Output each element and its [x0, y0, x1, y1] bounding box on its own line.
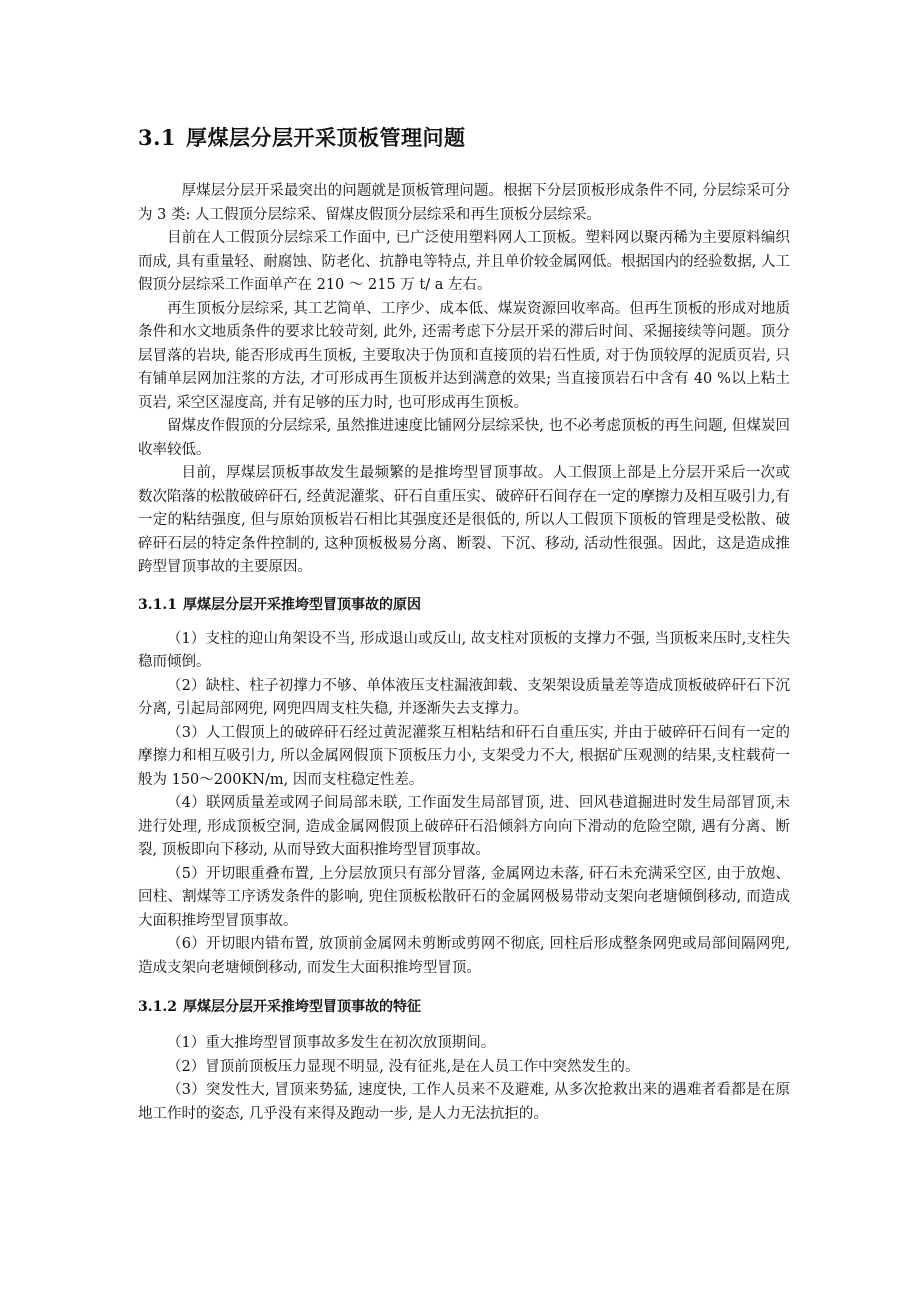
list-item: （1）支柱的迎山角架设不当, 形成退山或反山, 故支柱对顶板的支撑力不强, 当顶板来压时,支柱失稳而倾倒。	[138, 630, 790, 670]
list-item: （2）缺柱、柱子初撑力不够、单体液压支柱漏液卸载、支架架设质量差等造成顶板破碎矸石下沉分离, 引起局部网兜, 网兜四周支柱失稳, 并逐渐失去支撑力。	[138, 677, 790, 717]
paragraph: 留煤皮作假顶的分层综采, 虽然推进速度比铺网分层综采快, 也不必考虑顶板的再生问题, 但煤炭回收率较低。	[138, 418, 790, 458]
list-item: （3）突发性大, 冒顶来势猛, 速度快, 工作人员来不及避难, 从多次抢救出来的遇难者看都是在原地工作时的姿态, 几乎没有来得及跑动一步, 是人力无法抗拒的。	[138, 1082, 790, 1122]
intro-body	[138, 180, 790, 580]
list-item: （4）联网质量差或网子间局部未联, 工作面发生局部冒顶, 进、回风巷道掘进时发生局部冒顶,未进行处理, 形成顶板空洞, 造成金属网假顶上破碎矸石沿倾斜方向向下滑动的危险空隙, 遇有分离、断裂, 顶板即向下移动, 从而导致大面积推垮型冒顶事故。	[138, 795, 790, 858]
list-item: （5）开切眼重叠布置, 上分层放顶只有部分冒落, 金属网边未落, 矸石未充满采空区, 由于放炮、回柱、割煤等工序诱发条件的影响, 兜住顶板松散矸石的金属网极易带动支架向老塘倾倒移动, 而造成大面积推垮型冒顶事故。	[138, 865, 790, 929]
section-title: 厚煤层分层开采顶板管理问题	[186, 125, 466, 150]
subsection-number: 3.1.2	[138, 999, 177, 1015]
paragraph: 再生顶板分层综采, 其工艺简单、工序少、成本低、煤炭资源回收率高。但再生顶板的形成对地质条件和水文地质条件的要求比较苛刻, 此外, 还需考虑下分层开采的滞后时间、采掘接续等问题。顶分层冒落的岩块, 能否形成再生顶板, 主要取决于伪顶和直接顶的岩石性质, 对于伪顶较厚的泥质页岩, 只有铺单层网加注浆的方法, 才可形成再生顶板并达到满意的效果; 当直接顶岩石中含有 40 %以上粘土页岩, 采空区湿度高, 并有足够的压力时, 也可形成再生顶板。	[138, 300, 790, 411]
section-heading	[138, 120, 790, 156]
section-number: 3.1	[138, 125, 177, 150]
paragraph: 厚煤层分层开采最突出的问题就是顶板管理问题。根据下分层顶板形成条件不同, 分层综采可分为 3 类: 人工假顶分层综采、留煤皮假顶分层综采和再生顶板分层综采。	[138, 183, 790, 223]
paragraph: 目前，厚煤层顶板事故发生最频繁的是推垮型冒顶事故。人工假顶上部是上分层开采后一次或数次陷落的松散破碎矸石, 经黄泥灌浆、矸石自重压实、破碎矸石间存在一定的摩擦力及相互吸引力,有一定的粘结强度, 但与原始顶板岩石相比其强度还是很低的, 所以人工假顶下顶板的管理是受松散、破碎矸石层的特定条件控制的, 这种顶板极易分离、断裂、下沉、移动, 活动性很强。因此，这是造成推跨型冒顶事故的主要原因。	[138, 465, 790, 575]
subsection-heading	[138, 594, 790, 616]
subsection-number: 3.1.1	[138, 596, 177, 613]
subsection-body	[138, 628, 790, 981]
subsection-title: 厚煤层分层开采推垮型冒顶事故的特征	[182, 999, 421, 1015]
list-item: （2）冒顶前顶板压力显现不明显, 没有征兆,是在人员工作中突然发生的。	[167, 1058, 640, 1075]
document-content	[138, 120, 790, 1126]
list-item: （1）重大推垮型冒顶事故多发生在初次放顶期间。	[167, 1035, 496, 1051]
paragraph: 目前在人工假顶分层综采工作面中, 已广泛使用塑料网人工顶板。塑料网以聚丙稀为主要原料编织而成, 具有重量轻、耐腐蚀、防老化、抗静电等特点, 并且单价较金属网低。根据国内的经验数据, 人工假顶分层综采工作面单产在 210 ～ 215 万 t/ a 左右。	[138, 230, 790, 293]
subsection-heading	[138, 996, 790, 1018]
subsection-title: 厚煤层分层开采推垮型冒顶事故的原因	[182, 596, 421, 613]
list-item: （6）开切眼内错布置, 放顶前金属网未剪断或剪网不彻底, 回柱后形成整条网兜或局部间隔网兜, 造成支架向老塘倾倒移动, 而发生大面积推垮型冒顶。	[138, 936, 790, 976]
subsection-body	[138, 1032, 790, 1126]
list-item: （3）人工假顶上的破碎矸石经过黄泥灌浆互相粘结和矸石自重压实, 并由于破碎矸石间有一定的摩擦力和相互吸引力, 所以金属网假顶下顶板压力小, 支架受力不大, 根据矿压观测的结果,支柱载荷一般为 150～200KN/m, 因而支柱稳定性差。	[138, 724, 790, 788]
